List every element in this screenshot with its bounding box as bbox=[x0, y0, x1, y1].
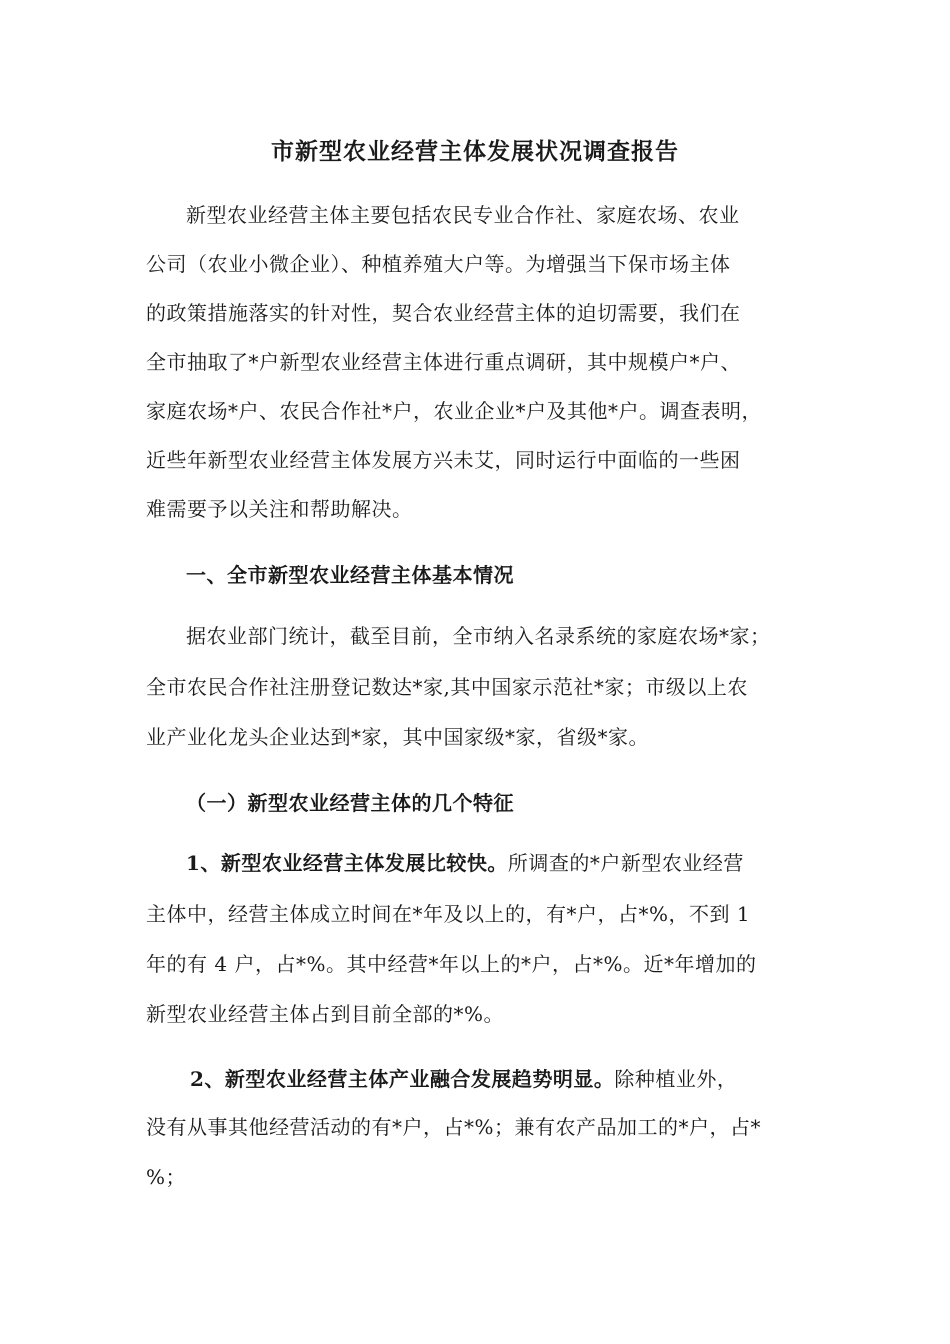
section-1-line-1: 据农业部门统计，截至目前，全市纳入名录系统的家庭农场*家； bbox=[186, 624, 771, 648]
section-1-heading: 一、全市新型农业经营主体基本情况 bbox=[186, 563, 514, 587]
point-1-line-2: 主体中，经营主体成立时间在*年及以上的，有*户，占*%，不到 1 bbox=[146, 902, 751, 926]
document-title: 市新型农业经营主体发展状况调查报告 bbox=[271, 138, 679, 165]
point-2-line-3: %； bbox=[146, 1165, 187, 1189]
point-1-lead: 1、新型农业经营主体发展比较快。 bbox=[186, 851, 508, 875]
intro-line-5: 家庭农场*户、农民合作社*户，农业企业*户及其他*户。调查表明， bbox=[146, 399, 762, 423]
intro-line-7: 难需要予以关注和帮助解决。 bbox=[146, 497, 413, 521]
subsection-1-heading: （一）新型农业经营主体的几个特征 bbox=[186, 791, 514, 815]
section-1-line-2: 全市农民合作社注册登记数达*家,其中国家示范社*家；市级以上农 bbox=[146, 675, 748, 699]
point-1-first-rest: 所调查的*户新型农业经营 bbox=[507, 851, 744, 875]
intro-line-2: 公司（农业小微企业）、种植养殖大户等。为增强当下保市场主体 bbox=[146, 252, 731, 276]
point-2-line-1 bbox=[146, 1064, 870, 1094]
point-2-first-rest: 除种植业外， bbox=[614, 1067, 738, 1091]
point-1-line-3: 年的有 4 户，占*%。其中经营*年以上的*户，占*%。近*年增加的 bbox=[146, 952, 757, 976]
intro-line-1: 新型农业经营主体主要包括农民专业合作社、家庭农场、农业 bbox=[186, 203, 740, 227]
point-1-line-4: 新型农业经营主体占到目前全部的*%。 bbox=[146, 1002, 505, 1026]
point-1-line-1 bbox=[146, 848, 866, 878]
section-1-line-3: 业产业化龙头企业达到*家，其中国家级*家，省级*家。 bbox=[146, 725, 649, 749]
point-2-lead: 2、新型农业经营主体产业融合发展趋势明显。 bbox=[190, 1067, 615, 1091]
point-2-line-2: 没有从事其他经营活动的有*户，占*%；兼有农产品加工的*户，占* bbox=[146, 1115, 762, 1139]
intro-line-3: 的政策措施落实的针对性，契合农业经营主体的迫切需要，我们在 bbox=[146, 301, 741, 325]
intro-line-6: 近些年新型农业经营主体发展方兴未艾，同时运行中面临的一些困 bbox=[146, 448, 741, 472]
intro-line-4: 全市抽取了*户新型农业经营主体进行重点调研，其中规模户*户、 bbox=[146, 350, 741, 374]
